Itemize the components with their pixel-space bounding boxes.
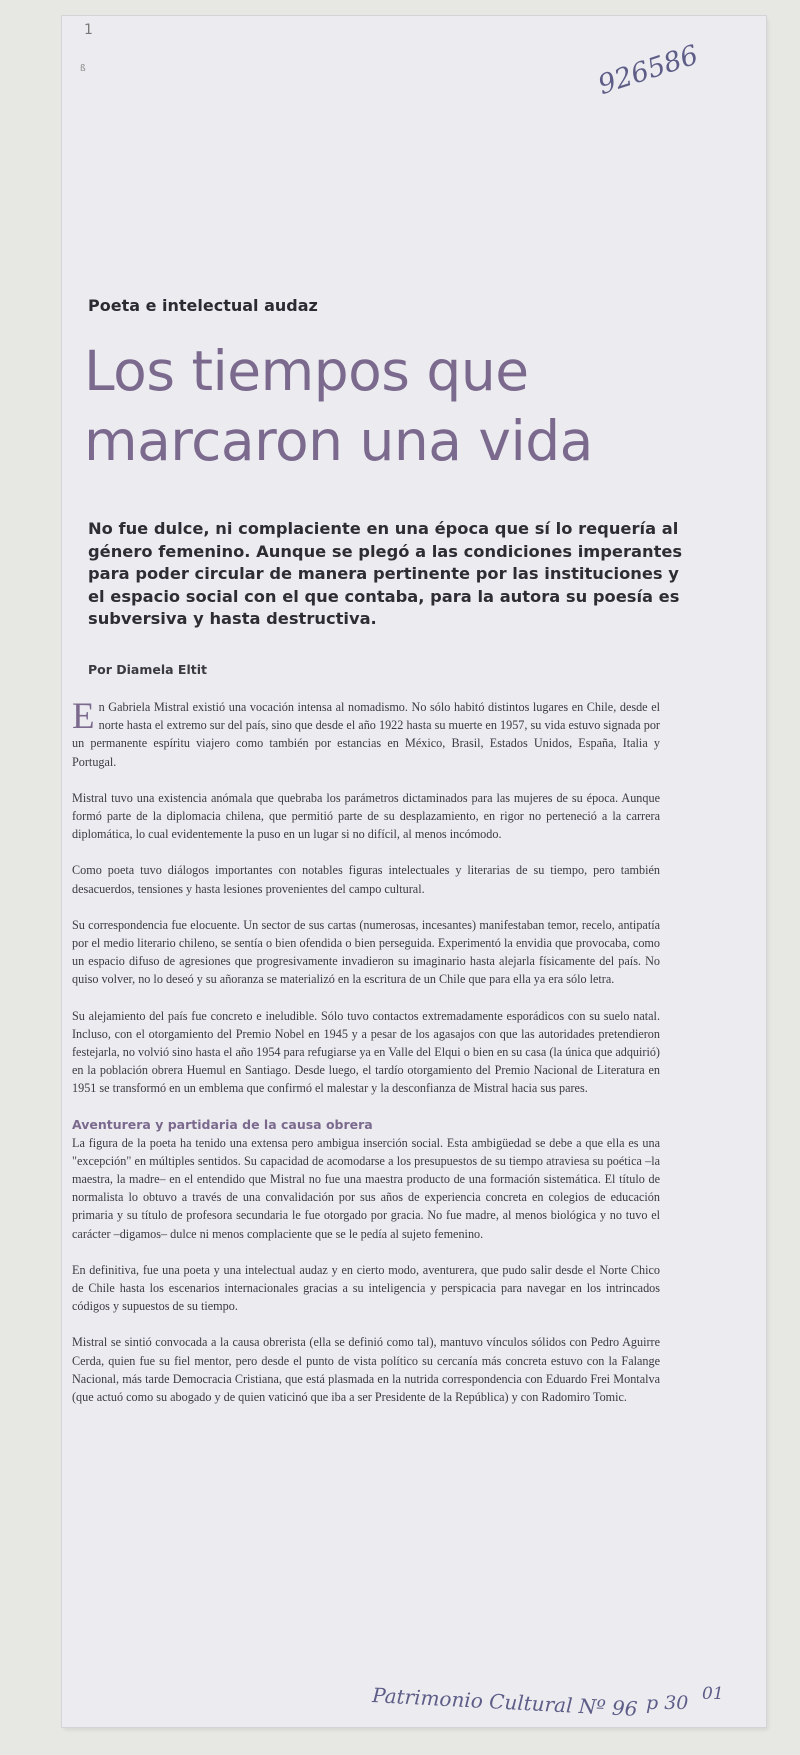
margin-mark: 1 [84, 22, 93, 38]
paragraph-6: La figura de la poeta ha tenido una extensa pero ambigua inserción social. Esta ambigüedad se debe a que ella es una "excepción" en múltiples sentidos. Su capacidad de acomodarse a los presupuestos de su tiempo atraviesa su poética –la maestra, la madre– en el entendido que Mistral no fue una maestra producto de una formación sistemática. El título de normalista lo obtuvo a través de una convalidación por sus años de experiencia concreta en colegios de educación primaria y su título de profesora secundaria le fue otorgado por gracia. No fue madre, al menos biológica y no tuvo el carácter –digamos– dulce ni menos complaciente que se le pedía al sujeto femenino. [72, 1135, 660, 1241]
margin-mark-small: ß [80, 64, 86, 74]
paragraph-1-text: n Gabriela Mistral existió una vocación intensa al nomadismo. No sólo habitó distintos lugares en Chile, desde el norte hasta el extremo sur del país, sino que desde el año 1922 hasta su muerte en 1957, su vida estuvo signada por un permanente espíritu viajero como también por estancias en México, Brasil, Estados Unidos, España, Italia y Portugal. [72, 700, 660, 769]
article-headline: Los tiempos que marcaron una vida [84, 339, 593, 473]
handwritten-source-note: Patrimonio Cultural Nº 96 [371, 1683, 639, 1721]
paragraph-8: Mistral se sintió convocada a la causa obrerista (ella se definió como tal), mantuvo vínculos sólidos con Pedro Aguirre Cerda, quien fue su fiel mentor, pero desde el punto de vista político su cercanía más concreta estuvo con la Falange Nacional, más tarde Democracia Cristiana, que está plasmada en la nutrida correspondencia con Eduardo Frei Montalva (que actuó como su abogado y de quien vaticinó que iba a ser Presidente de la República) y con Radomiro Tomic. [72, 1335, 660, 1405]
paragraph-5: Su alejamiento del país fue concreto e ineludible. Sólo tuvo contactos extremadamente esporádicos con su suelo natal. Incluso, con el otorgamiento del Premio Nobel en 1945 y a pesar de los agasajos con que las autoridades pretendieron festejarla, no volvió sino hasta el año 1954 para refugiarse ya en Valle del Elqui o bien en su casa (la única que adquirió) en la población obrera Huemul en Santiago. Desde luego, el tardío otorgamiento del Premio Nacional de Literatura en 1951 se transformó en un emblema que confirmó el malestar y la desconfianza de Mistral hacia sus pares. [72, 1008, 660, 1096]
paragraph-7: En definitiva, fue una poeta y una intelectual audaz y en cierto modo, aventurera, que pudo salir desde el Norte Chico de Chile hasta los escenarios internacionales gracias a su inteligencia y perspicacia para navegar en los intrincados códigos y supuestos de su tiempo. [72, 1262, 660, 1314]
paragraph-1 [72, 698, 660, 771]
article-body [72, 698, 660, 1424]
handwritten-catalog-number: 926586 [594, 39, 703, 101]
handwritten-page-ref: p 30 [646, 1692, 689, 1714]
article-subhead: Aventurera y partidaria de la causa obrera [72, 1116, 373, 1132]
article-kicker: Poeta e intelectual audaz [88, 296, 318, 315]
paragraph-4: Su correspondencia fue elocuente. Un sector de sus cartas (numerosas, incesantes) manifestaban temor, recelo, antipatía por el medio literario chileno, se sentía o bien ofendida o bien perseguida. Experimentó la envidia que provocaba, como un espacio difuso de agresiones que progresivamente invadieron su imaginario hasta alejarla físicamente del país. No quiso volver, no lo deseó y su añoranza se materializó en la escritura de un Chile que para ella ya era sólo letra. [72, 917, 660, 987]
handwritten-page-suffix: 01 [702, 1684, 724, 1704]
paragraph-2: Mistral tuvo una existencia anómala que quebraba los parámetros dictaminados para las mujeres de su época. Aunque formó parte de la diplomacia chilena, que permitió parte de su desplazamiento, en rigor no perteneció a la carrera diplomática, lo cual evidentemente la puso en un lugar si no difícil, al menos incómodo. [72, 790, 660, 842]
article-lead: No fue dulce, ni complaciente en una época que sí lo requería al género femenino. Aunque se plegó a las condiciones imperantes para poder circular de manera pertinente por las instituciones y el espacio social con el que contaba, para la autora su poesía es subversiva y hasta destructiva. [88, 519, 683, 628]
paragraph-3: Como poeta tuvo diálogos importantes con notables figuras intelectuales y literarias de su tiempo, pero también desacuerdos, tensiones y hasta lesiones provenientes del campo cultural. [72, 863, 660, 896]
drop-cap: E [72, 696, 95, 737]
article-byline: Por Diamela Eltit [88, 662, 207, 677]
